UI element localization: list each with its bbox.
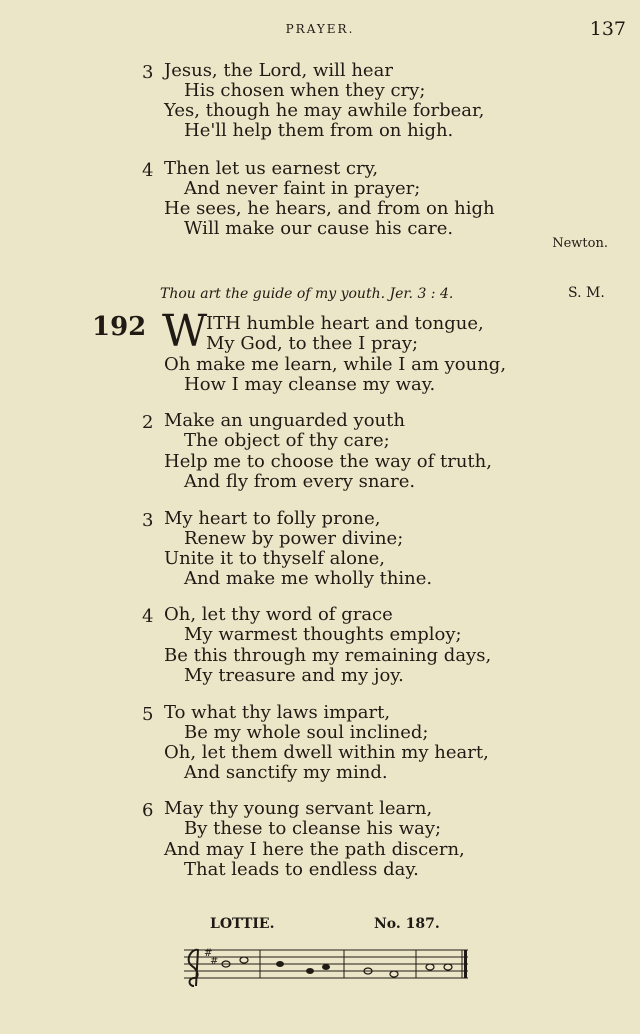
verse-number: 4 [142, 160, 154, 181]
verse-line: And fly from every snare. [184, 471, 416, 492]
page-number: 137 [589, 18, 626, 40]
verse-number: 6 [142, 800, 154, 821]
scripture-reference: Thou art the guide of my youth. Jer. 3 : 4. [160, 286, 454, 302]
verse-line: The object of thy care; [184, 430, 390, 451]
verse-line: To what thy laws impart, [164, 702, 391, 723]
running-title: PRAYER. [285, 22, 355, 36]
verse-line: Oh, let thy word of grace [164, 604, 393, 625]
verse-line: Help me to choose the way of truth, [164, 451, 492, 472]
verse-line: Be this through my remaining days, [164, 645, 492, 666]
verse-number: 3 [142, 62, 154, 83]
verse-number: 5 [142, 704, 154, 725]
verse-line: Make an unguarded youth [164, 410, 405, 431]
verse-line: Oh, let them dwell within my heart, [164, 742, 489, 763]
verse-number: 4 [142, 606, 154, 627]
hymn-number: 192 [92, 312, 147, 342]
verse-line: Unite it to thyself alone, [164, 548, 385, 569]
author-attribution: Newton. [552, 236, 608, 251]
verse-line: And make me wholly thine. [184, 568, 433, 589]
music-staff [180, 940, 472, 994]
verse-number: 3 [142, 510, 154, 531]
verse-line: By these to cleanse his way; [184, 818, 442, 839]
verse-line: Be my whole soul inclined; [184, 722, 429, 743]
verse-number: 2 [142, 412, 154, 433]
verse-line: Jesus, the Lord, will hear [164, 60, 393, 81]
verse-line: My God, to thee I pray; [206, 333, 419, 354]
verse-line: That leads to endless day. [184, 859, 419, 880]
svg-text:#: # [204, 948, 213, 959]
treble-clef-icon [189, 950, 198, 986]
verse-line: Will make our cause his care. [184, 218, 454, 239]
tune-name: LOTTIE. [210, 916, 275, 932]
verse-line: May thy young servant learn, [164, 798, 433, 819]
verse-line: Renew by power divine; [184, 528, 404, 549]
svg-text:#: # [210, 956, 219, 967]
verse-line: He'll help them from on high. [184, 120, 454, 141]
meter: S. M. [568, 285, 605, 301]
verse-line: My warmest thoughts employ; [184, 624, 462, 645]
verse-line: And sanctify my mind. [184, 762, 388, 783]
verse-line: And never faint in prayer; [184, 178, 421, 199]
verse-line: My heart to folly prone, [164, 508, 381, 529]
verse-line: ITH humble heart and tongue, [206, 313, 484, 334]
verse-line: My treasure and my joy. [184, 665, 404, 686]
verse-line: His chosen when they cry; [184, 80, 426, 101]
verse-line: Yes, though he may awhile forbear, [164, 100, 485, 121]
tune-number: No. 187. [374, 916, 440, 932]
verse-line: And may I here the path discern, [164, 839, 465, 860]
verse-line: He sees, he hears, and from on high [164, 198, 495, 219]
verse-line: Then let us earnest cry, [164, 158, 379, 179]
drop-cap: W [162, 306, 208, 357]
verse-line: Oh make me learn, while I am young, [164, 354, 507, 375]
verse-line: How I may cleanse my way. [184, 374, 436, 395]
